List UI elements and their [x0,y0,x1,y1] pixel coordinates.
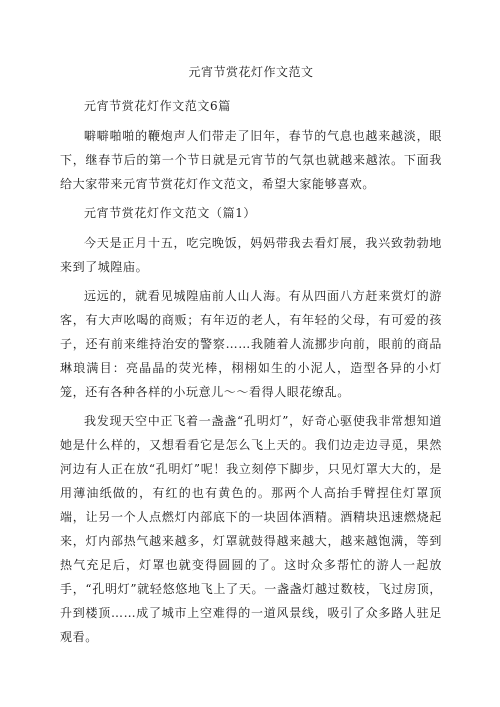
document-title: 元宵节赏花灯作文范文 [188,65,314,79]
body-paragraph-2: 远远的，就看见城隍庙前人山人海。有从四面八方赶来赏灯的游客，有大声吆喝的商贩；有年迈的老人，有年轻的父母，有可爱的孩子，还有前来维持治安的警察……我随着人流挪步向前，眼前的商品琳琅满目：亮晶晶的荧光棒，栩栩如生的小泥人，造型各异的小灯笼，还有各种各样的小玩意儿～～看得人眼花缭乱。 [60,289,442,399]
body-paragraph-3: 我发现天空中正飞着一盏盏“孔明灯”，好奇心驱使我非常想知道她是什么样的，又想看看它是怎么飞上天的。我们边走边寻觅，果然河边有人正在放“孔明灯”呢！我立刻停下脚步，只见灯罩大大的，是用薄油纸做的，有红的也有黄色的。那两个人高抬手臂捏住灯罩顶端，让另一个人点燃灯内部底下的一块固体酒精。酒精块迅速燃烧起来，灯内部热气越来越多，灯罩就鼓得越来越大，越来越饱满，等到热气充足后，灯罩也就变得圆圆的了。这时众多帮忙的游人一起放手，“孔明灯”就轻悠悠地飞上了天。一盏盏灯越过数枝，飞过房顶，升到楼顶……成了城市上空难得的一道风景线，吸引了众多路人驻足观看。 [60,414,442,644]
section-heading: 元宵节赏花灯作文范文（篇1） [84,206,257,220]
document-subtitle: 元宵节赏花灯作文范文6篇 [84,99,231,113]
body-paragraph-1: 今天是正月十五，吃完晚饭，妈妈带我去看灯展，我兴致勃勃地来到了城隍庙。 [60,236,442,274]
intro-paragraph: 噼噼啪啪的鞭炮声人们带走了旧年，春节的气息也越来越淡，眼下，继春节后的第一个节日就是元宵节的气氛也就越来越浓。下面我给大家带来元宵节赏花灯作文范文，希望大家能够喜欢。 [60,129,442,191]
